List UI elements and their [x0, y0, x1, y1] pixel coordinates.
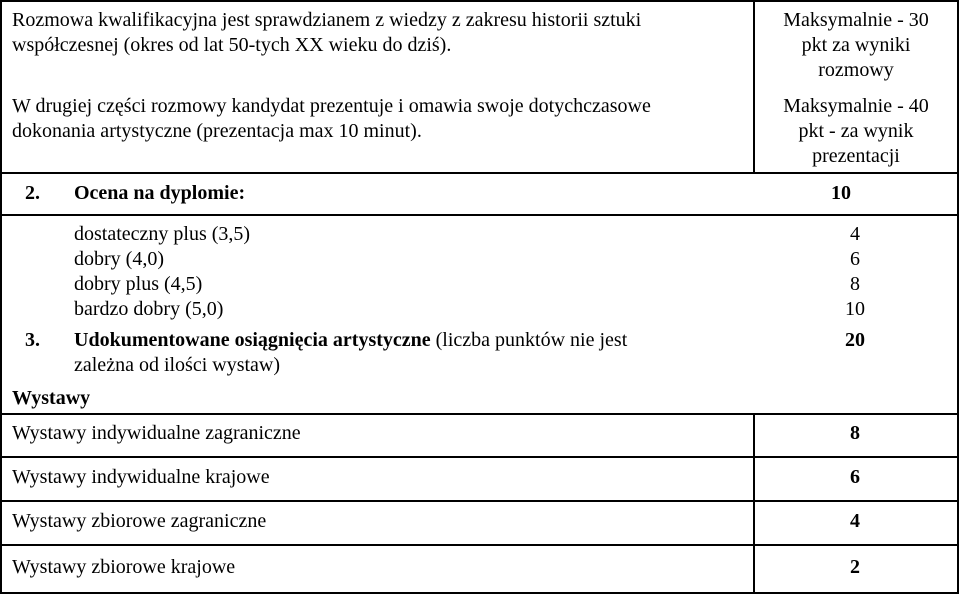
diploma-section-title: Ocena na dyplomie: [74, 182, 246, 204]
interview-max-points-line-2: pkt za wyniki [801, 34, 911, 56]
row-divider-grades [0, 214, 959, 216]
achievements-max-points: 20 [845, 329, 865, 351]
row-divider-diploma [0, 172, 959, 174]
presentation-max-points-line-1: Maksymalnie - 40 [783, 95, 929, 117]
row-divider-exhibitions-3 [0, 500, 959, 502]
exhibition-type-points: 8 [850, 422, 860, 444]
achievements-title-bold: Udokumentowane osiągnięcia artystyczne [74, 329, 431, 351]
exhibition-type-points: 6 [850, 466, 860, 488]
table-border-top [0, 0, 959, 2]
grade-points: 10 [845, 298, 865, 320]
exhibition-type-label: Wystawy zbiorowe krajowe [12, 556, 236, 578]
grade-points: 4 [850, 223, 860, 245]
exhibition-type-label: Wystawy indywidualne krajowe [12, 466, 270, 488]
interview-max-points-line-1: Maksymalnie - 30 [783, 9, 929, 31]
achievements-section-title [74, 328, 627, 352]
diploma-max-points: 10 [831, 182, 851, 204]
row-divider-exhibitions-1 [0, 413, 959, 415]
achievements-title-note: (liczba punktów nie jest [430, 329, 628, 351]
interview-max-points-line-3: rozmowy [818, 59, 894, 81]
row-divider-exhibitions-2 [0, 456, 959, 458]
intro-text-line-1: Rozmowa kwalifikacyjna jest sprawdzianem z wiedzy z zakresu historii sztuki [12, 9, 642, 31]
exhibitions-heading: Wystawy [12, 387, 91, 409]
grade-label: dobry (4,0) [74, 248, 164, 270]
presentation-max-points-line-3: prezentacji [812, 145, 900, 167]
exhibition-type-label: Wystawy zbiorowe zagraniczne [12, 510, 267, 532]
exhibition-type-points: 2 [850, 556, 860, 578]
exhibition-type-points: 4 [850, 510, 860, 532]
table-border-bottom [0, 592, 959, 594]
diploma-section-number: 2. [25, 182, 40, 204]
row-divider-exhibitions-4 [0, 544, 959, 546]
grade-label: dostateczny plus (3,5) [74, 223, 251, 245]
exhibition-type-label: Wystawy indywidualne zagraniczne [12, 422, 301, 444]
grade-label: bardzo dobry (5,0) [74, 298, 224, 320]
grade-points: 8 [850, 273, 860, 295]
presentation-text-line-1: W drugiej części rozmowy kandydat prezentuje i omawia swoje dotychczasowe [12, 95, 651, 117]
presentation-text-line-2: dokonania artystyczne (prezentacja max 10 minut). [12, 120, 422, 142]
grade-points: 6 [850, 248, 860, 270]
presentation-max-points-line-2: pkt - za wynik [798, 120, 914, 142]
grade-label: dobry plus (4,5) [74, 273, 203, 295]
achievements-section-number: 3. [25, 329, 40, 351]
intro-text-line-2: współczesnej (okres od lat 50-tych XX wieku do dziś). [12, 34, 452, 56]
achievements-title-line-2: zależna od ilości wystaw) [74, 354, 281, 376]
table-border-left [0, 0, 2, 594]
